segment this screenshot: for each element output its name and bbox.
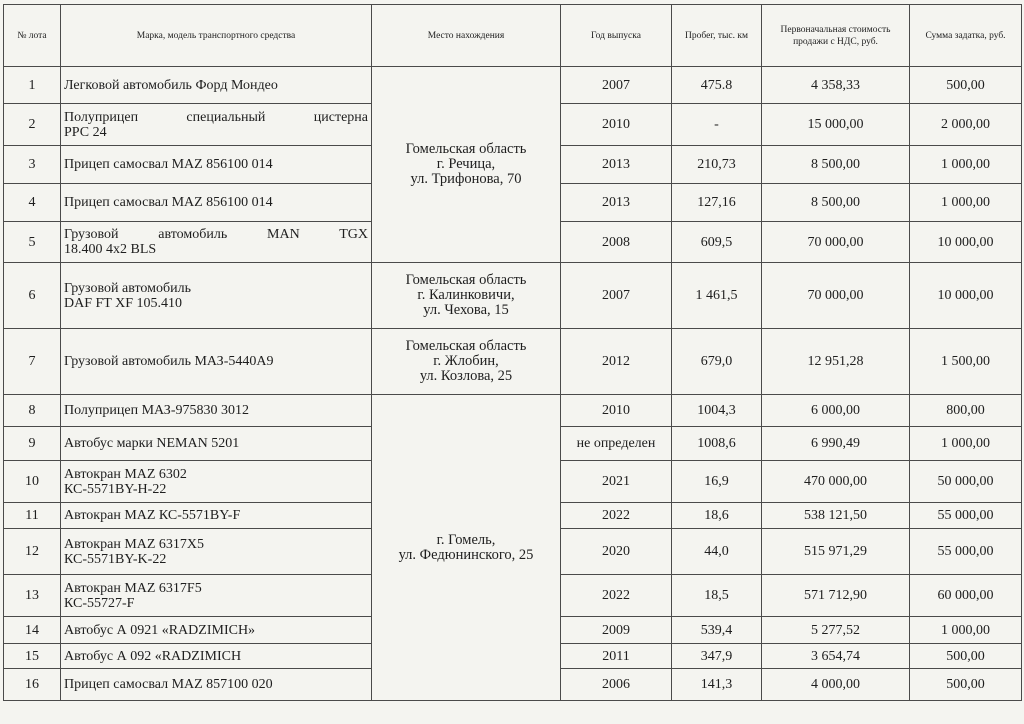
deposit-value: 55 000,00: [910, 529, 1022, 575]
mileage-value: 1 461,5: [672, 263, 762, 329]
price-value: 15 000,00: [762, 104, 910, 146]
mileage-value: 210,73: [672, 146, 762, 184]
deposit-value: 55 000,00: [910, 503, 1022, 529]
mileage-value: 609,5: [672, 222, 762, 263]
table-row: [4, 395, 1022, 427]
mileage-value: 679,0: [672, 329, 762, 395]
location-gomel: г. Гомель, ул. Федюнинского, 25: [372, 395, 561, 701]
lot-number: 4: [4, 184, 61, 222]
lot-number: 9: [4, 427, 61, 461]
year-value: 2010: [561, 104, 672, 146]
lot-number: 14: [4, 617, 61, 644]
deposit-value: 1 000,00: [910, 427, 1022, 461]
price-value: 70 000,00: [762, 222, 910, 263]
header-model: Марка, модель транспортного средства: [61, 5, 372, 67]
price-value: 4 358,33: [762, 67, 910, 104]
price-value: 4 000,00: [762, 669, 910, 701]
price-value: 3 654,74: [762, 644, 910, 669]
price-value: 6 990,49: [762, 427, 910, 461]
deposit-value: 1 000,00: [910, 617, 1022, 644]
vehicle-model: Прицеп самосвал MAZ 857100 020: [61, 669, 372, 701]
header-mileage: Пробег, тыс. км: [672, 5, 762, 67]
lot-number: 15: [4, 644, 61, 669]
year-value: 2007: [561, 263, 672, 329]
price-value: 6 000,00: [762, 395, 910, 427]
lot-number: 1: [4, 67, 61, 104]
mileage-value: -: [672, 104, 762, 146]
table-row: [4, 263, 1022, 329]
table-row: [4, 329, 1022, 395]
year-value: 2009: [561, 617, 672, 644]
price-value: 70 000,00: [762, 263, 910, 329]
lot-number: 10: [4, 461, 61, 503]
header-deposit: Сумма задатка, руб.: [910, 5, 1022, 67]
mileage-value: 18,6: [672, 503, 762, 529]
year-value: 2021: [561, 461, 672, 503]
year-value: 2006: [561, 669, 672, 701]
vehicle-model: Легковой автомобиль Форд Мондео: [61, 67, 372, 104]
lot-number: 12: [4, 529, 61, 575]
deposit-value: 1 000,00: [910, 184, 1022, 222]
header-price: Первоначальная стоимость продажи с НДС, руб.: [762, 5, 910, 67]
price-value: 515 971,29: [762, 529, 910, 575]
mileage-value: 1004,3: [672, 395, 762, 427]
vehicle-model: Автокран MAZ 6317F5 КС-55727-F: [61, 575, 372, 617]
vehicle-model: Прицеп самосвал MAZ 856100 014: [61, 184, 372, 222]
price-value: 470 000,00: [762, 461, 910, 503]
price-value: 5 277,52: [762, 617, 910, 644]
deposit-value: 50 000,00: [910, 461, 1022, 503]
vehicle-model: Автокран MAZ 6317X5 КС-5571BY-K-22: [61, 529, 372, 575]
mileage-value: 539,4: [672, 617, 762, 644]
year-value: 2022: [561, 503, 672, 529]
vehicle-model: Грузовой автомобиль MAN TGX 18.400 4x2 BLS: [61, 222, 372, 263]
mileage-value: 127,16: [672, 184, 762, 222]
vehicle-model: Автобус А 092 «RADZIMICH: [61, 644, 372, 669]
vehicle-model: Полуприцеп МАЗ-975830 3012: [61, 395, 372, 427]
lot-number: 2: [4, 104, 61, 146]
deposit-value: 800,00: [910, 395, 1022, 427]
header-lot: № лота: [4, 5, 61, 67]
year-value: не определен: [561, 427, 672, 461]
lot-number: 5: [4, 222, 61, 263]
year-value: 2013: [561, 146, 672, 184]
year-value: 2010: [561, 395, 672, 427]
deposit-value: 2 000,00: [910, 104, 1022, 146]
lot-number: 16: [4, 669, 61, 701]
table-row: [4, 67, 1022, 104]
price-value: 12 951,28: [762, 329, 910, 395]
vehicle-model: Грузовой автомобиль DAF FT XF 105.410: [61, 263, 372, 329]
deposit-value: 500,00: [910, 67, 1022, 104]
lot-number: 13: [4, 575, 61, 617]
vehicle-model: Автокран MAZ КС-5571BY-F: [61, 503, 372, 529]
mileage-value: 1008,6: [672, 427, 762, 461]
header-location: Место нахождения: [372, 5, 561, 67]
mileage-value: 141,3: [672, 669, 762, 701]
year-value: 2012: [561, 329, 672, 395]
year-value: 2022: [561, 575, 672, 617]
deposit-value: 500,00: [910, 644, 1022, 669]
price-value: 8 500,00: [762, 146, 910, 184]
vehicle-lots-table: [3, 4, 1022, 701]
price-value: 8 500,00: [762, 184, 910, 222]
year-value: 2020: [561, 529, 672, 575]
mileage-value: 475.8: [672, 67, 762, 104]
year-value: 2011: [561, 644, 672, 669]
deposit-value: 10 000,00: [910, 222, 1022, 263]
lot-number: 8: [4, 395, 61, 427]
mileage-value: 18,5: [672, 575, 762, 617]
price-value: 571 712,90: [762, 575, 910, 617]
lot-number: 7: [4, 329, 61, 395]
deposit-value: 500,00: [910, 669, 1022, 701]
deposit-value: 1 500,00: [910, 329, 1022, 395]
year-value: 2013: [561, 184, 672, 222]
location-rechitsa: Гомельская область г. Речица, ул. Трифонова, 70: [372, 67, 561, 263]
vehicle-model: Грузовой автомобиль МАЗ-5440А9: [61, 329, 372, 395]
mileage-value: 44,0: [672, 529, 762, 575]
deposit-value: 1 000,00: [910, 146, 1022, 184]
vehicle-model: Автокран MAZ 6302 КС-5571BY-H-22: [61, 461, 372, 503]
year-value: 2008: [561, 222, 672, 263]
lot-number: 6: [4, 263, 61, 329]
vehicle-model: Автобус марки NEMAN 5201: [61, 427, 372, 461]
vehicle-model: Прицеп самосвал MAZ 856100 014: [61, 146, 372, 184]
header-year: Год выпуска: [561, 5, 672, 67]
vehicle-model: Автобус А 0921 «RADZIMICH»: [61, 617, 372, 644]
deposit-value: 60 000,00: [910, 575, 1022, 617]
vehicle-model: Полуприцеп специальный цистерна РРС 24: [61, 104, 372, 146]
lot-number: 11: [4, 503, 61, 529]
header-row: [4, 5, 1022, 67]
year-value: 2007: [561, 67, 672, 104]
mileage-value: 347,9: [672, 644, 762, 669]
price-value: 538 121,50: [762, 503, 910, 529]
mileage-value: 16,9: [672, 461, 762, 503]
location-zhlobin: Гомельская область г. Жлобин, ул. Козлова, 25: [372, 329, 561, 395]
location-kalinkovichi: Гомельская область г. Калинковичи, ул. Чехова, 15: [372, 263, 561, 329]
deposit-value: 10 000,00: [910, 263, 1022, 329]
lot-number: 3: [4, 146, 61, 184]
